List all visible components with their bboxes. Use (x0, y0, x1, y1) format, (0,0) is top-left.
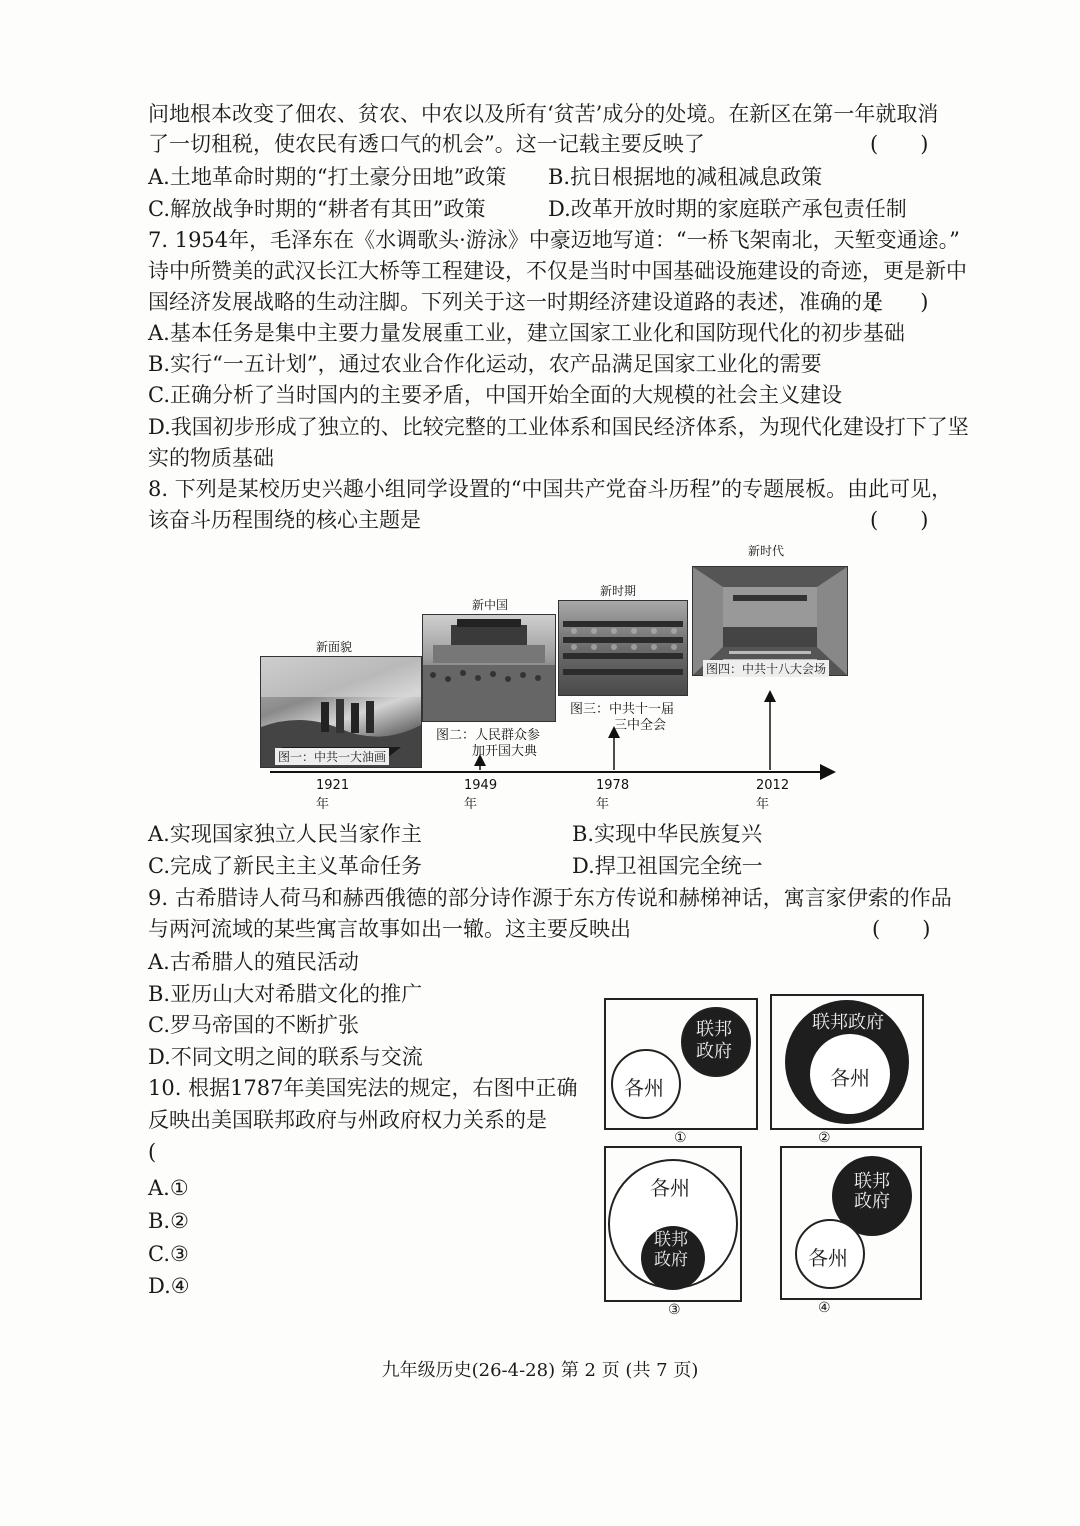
q6-answer-paren: ( ) (870, 132, 929, 156)
q8-option-b: B.实现中华民族复兴 (572, 822, 763, 846)
d3-fed-label-1: 联邦 (654, 1230, 688, 1250)
d3-states-label: 各州 (650, 1176, 690, 1200)
q10-stem-line-2: 反映出美国联邦政府与州政府权力关系的是 (148, 1108, 547, 1132)
q9-stem-line-1: 9. 古希腊诗人荷马和赫西俄德的部分诗作源于东方传说和赫梯神话，寓言家伊索的作品 (148, 886, 952, 910)
d1-fed-label-1: 联邦 (696, 1019, 732, 1040)
q8-option-c: C.完成了新民主主义革命任务 (148, 854, 422, 878)
d4-states-label: 各州 (808, 1246, 848, 1270)
q6-option-c: C.解放战争时期的“耕者有其田”政策 (148, 197, 486, 221)
q6-option-a: A.土地革命时期的“打土豪分田地”政策 (148, 165, 507, 189)
era-label-new-look: 新面貌 (316, 640, 353, 654)
q10-stem-line-1: 10. 根据1787年美国宪法的规定，右图中正确 (148, 1076, 578, 1100)
photo-1-caption: 图一：中共一大油画 (275, 748, 389, 765)
photo-2-caption-line-2: 加开国大典 (472, 744, 538, 759)
diagram-4 (780, 1146, 922, 1300)
q7-stem-line-3: 国经济发展战略的生动注脚。下列关于这一时期经济建设道路的表述，准确的是 (148, 290, 883, 314)
page-footer: 九年级历史(26-4-28) 第 2 页 (共 7 页) (381, 1360, 699, 1381)
q6-option-b: B.抗日根据地的减租减息政策 (548, 165, 823, 189)
diagram-3-number: ③ (668, 1302, 681, 1318)
year-2012: 2012年 (756, 778, 790, 812)
q10-option-d: D.④ (148, 1274, 190, 1298)
diagram-4-number: ④ (818, 1300, 831, 1316)
q10-option-b: B.② (148, 1209, 189, 1233)
q9-option-b: B.亚历山大对希腊文化的推广 (148, 982, 423, 1006)
era-label-new-period: 新时期 (600, 584, 637, 598)
q7-option-d-line-1: D.我国初步形成了独立的、比较完整的工业体系和国民经济体系，为现代化建设打下了坚 (148, 415, 969, 439)
q8-option-a: A.实现国家独立人民当家作主 (148, 822, 422, 846)
q8-stem-line-2: 该奋斗历程围绕的核心主题是 (148, 508, 421, 532)
q7-option-c: C.正确分析了当时国内的主要矛盾，中国开始全面的大规模的社会主义建设 (148, 383, 842, 407)
q7-answer-paren: ( ) (870, 290, 929, 314)
q9-option-a: A.古希腊人的殖民活动 (148, 950, 359, 974)
q9-answer-paren: ( ) (872, 917, 931, 941)
q9-stem-line-2: 与两河流域的某些寓言故事如出一辙。这主要反映出 (148, 917, 631, 941)
d3-fed-label-2: 政府 (654, 1250, 688, 1270)
photo-2-caption-line-1: 图二：人民群众参 (436, 728, 541, 743)
q9-option-d: D.不同文明之间的联系与交流 (148, 1045, 423, 1069)
diagram-3 (604, 1146, 742, 1302)
diagram-1-number: ① (674, 1130, 687, 1146)
q8-answer-paren: ( ) (870, 508, 929, 532)
q10-stem-line-3: ( (148, 1140, 157, 1164)
d1-fed-label-2: 政府 (696, 1041, 732, 1062)
diagram-2 (770, 994, 924, 1130)
photo-4-caption: 图四：中共十八大会场 (703, 660, 829, 677)
q7-option-d-line-2: 实的物质基础 (148, 446, 274, 470)
q9-option-c: C.罗马帝国的不断扩张 (148, 1013, 359, 1037)
q8-stem-line-1: 8. 下列是某校历史兴趣小组同学设置的“中国共产党奋斗历程”的专题展板。由此可见， (148, 477, 953, 501)
year-1978: 1978年 (596, 778, 630, 812)
q8-option-d: D.捍卫祖国完全统一 (572, 854, 763, 878)
q7-option-a: A.基本任务是集中主要力量发展重工业，建立国家工业化和国防现代化的初步基础 (148, 321, 905, 345)
d1-states-label: 各州 (624, 1076, 664, 1100)
q7-option-b: B.实行“一五计划”，通过农业合作化运动，农产品满足国家工业化的需要 (148, 352, 822, 376)
diagram-2-number: ② (818, 1130, 831, 1146)
d4-fed-label-1: 联邦 (854, 1171, 890, 1192)
era-label-new-era: 新时代 (748, 544, 785, 558)
q6-text-line-1: 问地根本改变了佃农、贫农、中农以及所有‘贫苦’成分的处境。在新区在第一年就取消 (148, 102, 939, 126)
photo-3-caption-line-2: 三中全会 (614, 718, 667, 733)
d2-states-label: 各州 (830, 1066, 870, 1090)
q10-option-a: A.① (148, 1176, 189, 1200)
photo-3-caption-line-1: 图三：中共十一届 (570, 702, 675, 717)
d2-fed-label: 联邦政府 (812, 1012, 884, 1033)
d4-fed-label-2: 政府 (854, 1191, 890, 1212)
q10-option-c: C.③ (148, 1242, 189, 1266)
era-label-new-china: 新中国 (472, 598, 509, 612)
q7-stem-line-1: 7. 1954年，毛泽东在《水调歌头·游泳》中豪迈地写道：“一桥飞架南北，天堑变通途。” (148, 228, 960, 252)
q7-stem-line-2: 诗中所赞美的武汉长江大桥等工程建设，不仅是当时中国基础设施建设的奇迹，更是新中 (148, 259, 967, 283)
q6-option-d: D.改革开放时期的家庭联产承包责任制 (548, 197, 907, 221)
q6-text-line-2: 了一切租税，使农民有透口气的机会”。这一记载主要反映了 (148, 132, 705, 156)
year-1949: 1949年 (464, 778, 498, 812)
year-1921: 1921年 (316, 778, 350, 812)
diagram-1 (604, 998, 758, 1130)
